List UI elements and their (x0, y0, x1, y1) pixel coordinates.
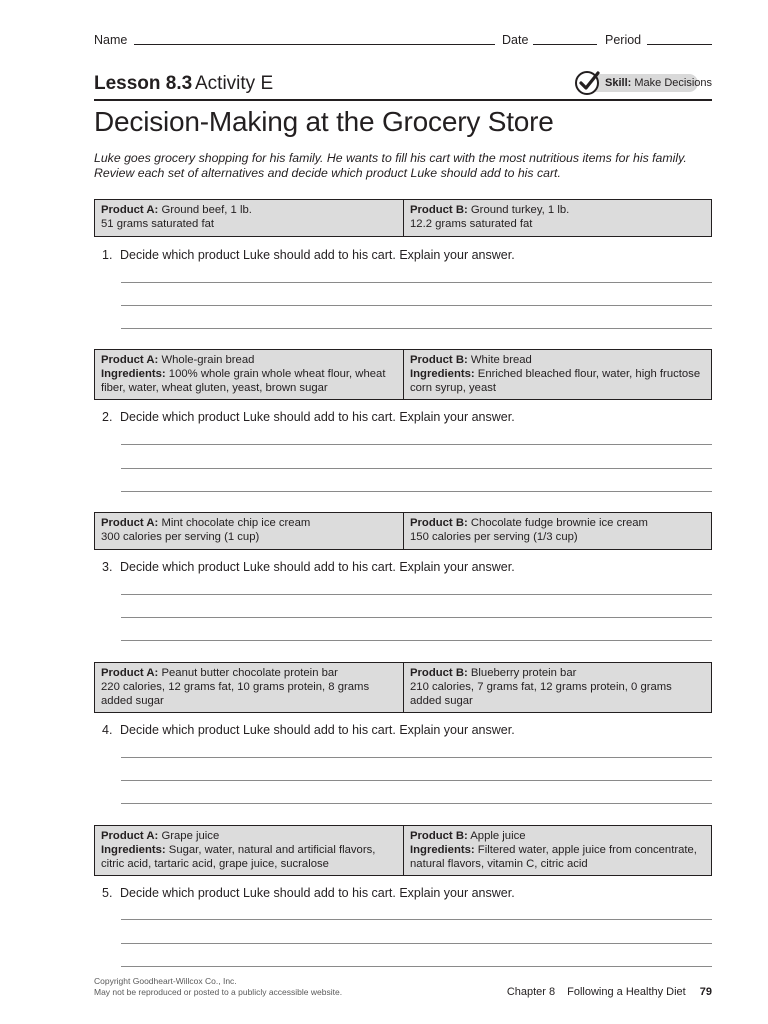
answer-line[interactable] (121, 640, 712, 641)
date-label: Date (502, 33, 529, 47)
page-footer (507, 985, 712, 999)
product-a-label: Product A: (101, 354, 159, 366)
answer-line[interactable] (121, 966, 712, 967)
date-field[interactable] (533, 44, 597, 45)
product-b-cell (404, 513, 711, 549)
answer-line[interactable] (121, 757, 712, 758)
product-b-name: Ground turkey, 1 lb. (470, 204, 570, 216)
answer-line[interactable] (121, 444, 712, 445)
copyright-notice (94, 976, 342, 998)
chapter-title: Following a Healthy Diet (567, 986, 686, 998)
product-comparison-5 (94, 825, 712, 876)
product-comparison-2 (94, 349, 712, 400)
product-a-cell (95, 826, 404, 875)
question-text: Decide which product Luke should add to his cart. Explain your answer. (120, 410, 515, 424)
product-b-name: Chocolate fudge brownie ice cream (470, 517, 648, 529)
skill-value: Make Decisions (634, 77, 712, 89)
answer-line[interactable] (121, 780, 712, 781)
name-field[interactable] (134, 44, 495, 45)
product-b-detail: 150 calories per serving (1/3 cup) (410, 531, 578, 543)
checkmark-circle-icon (574, 68, 602, 96)
product-a-name: Grape juice (161, 830, 220, 842)
header-fields (94, 31, 712, 49)
answer-line[interactable] (121, 617, 712, 618)
ingredients-label: Ingredients: (101, 368, 166, 380)
product-a-detail: 220 calories, 12 grams fat, 10 grams protein, 8 grams added sugar (101, 681, 370, 707)
page-title: Decision-Making at the Grocery Store (94, 106, 554, 137)
answer-line[interactable] (121, 919, 712, 920)
ingredients-label: Ingredients: (410, 368, 475, 380)
product-a-name: Peanut butter chocolate protein bar (161, 667, 338, 679)
answer-line[interactable] (121, 468, 712, 469)
question-text: Decide which product Luke should add to his cart. Explain your answer. (120, 723, 515, 737)
product-b-cell (404, 200, 711, 236)
question-text: Decide which product Luke should add to his cart. Explain your answer. (120, 560, 515, 574)
product-a-label: Product A: (101, 517, 159, 529)
product-a-cell (95, 513, 404, 549)
question-2 (102, 409, 515, 425)
question-4 (102, 722, 515, 738)
intro-text: Luke goes grocery shopping for his family. He wants to fill his cart with the most nutritious items for his family. Review each set of alternatives and decide which product Luke should add to his cart. (94, 151, 687, 180)
question-5 (102, 885, 515, 901)
question-1 (102, 247, 515, 263)
product-b-cell (404, 826, 711, 875)
product-comparison-4 (94, 662, 712, 713)
product-a-label: Product A: (101, 667, 159, 679)
answer-line[interactable] (121, 282, 712, 283)
ingredients-label: Ingredients: (410, 844, 475, 856)
question-number: 5. (102, 886, 113, 900)
name-label: Name (94, 33, 128, 47)
skill-text (605, 76, 712, 90)
product-b-detail: Enriched bleached flour, water, high fructose corn syrup, yeast (410, 368, 701, 394)
copyright-line: Copyright Goodheart-Willcox Co., Inc. (94, 976, 237, 986)
answer-line[interactable] (121, 594, 712, 595)
product-b-name: White bread (470, 354, 532, 366)
product-b-name: Apple juice (470, 830, 526, 842)
ingredients-label: Ingredients: (101, 844, 166, 856)
product-b-name: Blueberry protein bar (470, 667, 577, 679)
skill-label: Skill: (605, 77, 632, 89)
product-a-detail: 300 calories per serving (1 cup) (101, 531, 260, 543)
product-b-detail: Filtered water, apple juice from concentrate, natural flavors, vitamin C, citric acid (410, 844, 697, 870)
product-a-name: Ground beef, 1 lb. (161, 204, 252, 216)
product-a-name: Mint chocolate chip ice cream (161, 517, 311, 529)
product-b-label: Product B: (410, 204, 468, 216)
answer-line[interactable] (121, 943, 712, 944)
product-a-cell (95, 200, 404, 236)
question-text: Decide which product Luke should add to his cart. Explain your answer. (120, 248, 515, 262)
question-number: 2. (102, 410, 113, 424)
product-b-label: Product B: (410, 517, 468, 529)
answer-line[interactable] (121, 803, 712, 804)
product-b-detail: 12.2 grams saturated fat (410, 218, 533, 230)
product-a-detail: Sugar, water, natural and artificial flavors, citric acid, tartaric acid, grape juice, sucralose (101, 844, 376, 870)
answer-line[interactable] (121, 305, 712, 306)
product-b-detail: 210 calories, 7 grams fat, 12 grams protein, 0 grams added sugar (410, 681, 672, 707)
period-label: Period (605, 33, 642, 47)
product-b-label: Product B: (410, 354, 468, 366)
product-a-detail: 100% whole grain whole wheat flour, wheat fiber, water, wheat gluten, yeast, brown sugar (101, 368, 386, 394)
reproduction-notice: May not be reproduced or posted to a publicly accessible website. (94, 987, 343, 997)
question-text: Decide which product Luke should add to his cart. Explain your answer. (120, 886, 515, 900)
product-comparison-3 (94, 512, 712, 550)
question-number: 1. (102, 248, 113, 262)
answer-line[interactable] (121, 491, 712, 492)
question-number: 3. (102, 560, 113, 574)
lesson-number: Lesson 8.3 (94, 73, 193, 94)
product-b-label: Product B: (410, 667, 468, 679)
question-3 (102, 559, 515, 575)
product-a-cell (95, 663, 404, 712)
activity-label: Activity E (195, 73, 274, 94)
period-field[interactable] (647, 44, 712, 45)
product-b-label: Product B: (410, 830, 468, 842)
product-a-label: Product A: (101, 204, 159, 216)
page-number: 79 (699, 986, 712, 998)
product-b-cell (404, 663, 711, 712)
answer-line[interactable] (121, 328, 712, 329)
product-a-label: Product A: (101, 830, 159, 842)
product-b-cell (404, 350, 711, 399)
question-number: 4. (102, 723, 113, 737)
product-a-detail: 51 grams saturated fat (101, 218, 215, 230)
chapter-label: Chapter 8 (506, 986, 556, 998)
title-rule (94, 99, 712, 101)
product-a-cell (95, 350, 404, 399)
product-comparison-1 (94, 199, 712, 237)
product-a-name: Whole-grain bread (161, 354, 255, 366)
